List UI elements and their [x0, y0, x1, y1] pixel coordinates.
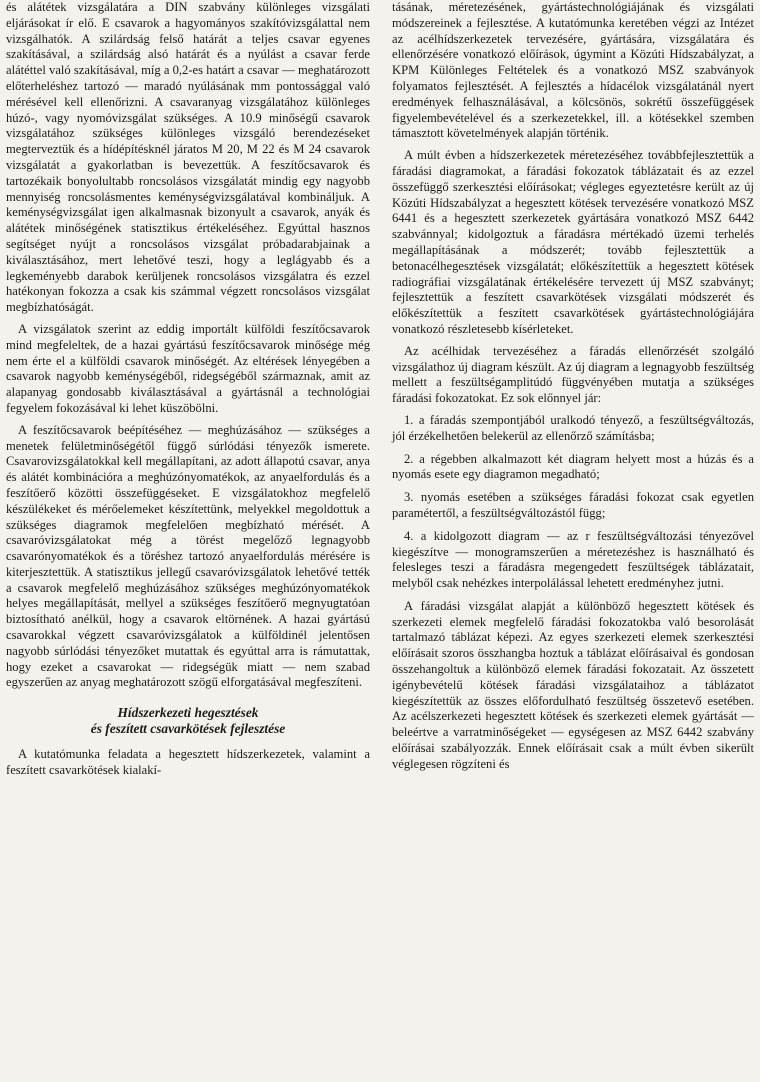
paragraph: A fáradási vizsgálat alapját a különböző hegesztett kötések és szerkezeti elemek megfelelő fáradási fokozatokba való besorolását tartalmazó táblázat képezi. Az egyes szerkezeti elemek szerkesztési előírásait szoros összhangba hoztuk a táblázat előírásaival és gondosan összehangoltuk a különböző elemek fáradási fokozatait. Az összetett igénybevételű kötések fáradási vizsgálataihoz a táblázatot kiegészítettük az összes előfordulható feszültség összetevő esetében. Az acélszerkezeti hegesztett kötések és szerkezeti elemek gyártását — beleértve a varratminőségeket — egységesen az MSZ 6442 szabvány előírásai szabályozzák. Ennek előírásait csak a múlt évben sikerült véglegesen rögzíteni és [392, 598, 754, 771]
section-heading-line: és feszített csavarkötések fejlesztése [90, 721, 286, 737]
paragraph: Az acélhidak tervezéséhez a fáradás ellenőrzését szolgáló vizsgálathoz új diagram készült. Az új diagram a legnagyobb feszültség mellett a feszültségamplitúdó függvényében mutatja a szükséges fáradási fokozatokat. Ez sok előnnyel jár: [392, 343, 754, 406]
paragraph: A kutatómunka feladata a hegesztett hídszerkezetek, valamint a feszített csavarkötések kialakí- [6, 747, 370, 778]
paragraph: tásának, méretezésének, gyártástechnológiájának és vizsgálati módszereinek a fejlesztése. A kutatómunka keretében végzi az Intézet az acélhídszerkezetek tervezésére, gyártására, vizsgálatára és ellenőrzésére vonatkozó előírások, úgymint a Közúti Hídszabályzat, a KPM Különleges Feltételek és a vonatkozó MSZ szabványok folyamatos fejlesztését. A fejlesztés a hídacélok vizsgálatánál nyert eredmények felhasználásával, a kölcsönös, sokrétű összefüggések figyelembevételével és a szerkezetekkel, ill. a kötésekkel szemben támasztott követelmények alapján történik. [392, 0, 754, 141]
list-item: 3. nyomás esetében a szükséges fáradási fokozat csak egyetlen paramétertől, a feszültségváltozástól függ; [392, 490, 754, 520]
list-item: 2. a régebben alkalmazott két diagram helyett most a húzás és a nyomás esete egy diagramon megadható; [392, 451, 754, 482]
right-column [392, 0, 754, 779]
paragraph: A feszítőcsavarok beépítéséhez — meghúzásához — szükséges a menetek felületminőségétől függő súrlódási tényezők ismerete. Csavarovizsgálatokkal kell megállapítani, az adott állapotú csavar, anya és alátét kombinációra a meghúzónyomatékok, az anyaelfordulás és a feszítőerő közötti összefüggéseket. E vizsgálatokhoz megfelelő készülékeket és mérőelemeket készítettünk, melyekkel megoldottuk a szükséges diagramok megfelelően megbízható mérését. A csavaróvizsgálatokat még a törést megelőző legnagyobb csavarónyomatékok és a töréshez tartozó anyaelfordulás mérésére is kiterjesztettük. A statisztikus jellegű csavaróvizsgálatok lehetővé tették a csavarok megfelelő meghúzásához szükséges meghúzónyomatékok helyes megállapítását, mellyel a szükséges feszítőerő megnyugtatóan biztosítható anélkül, hogy a csavarok eltörnének. A hazai gyártású csavarokkal végzett csavaróvizsgálatok a külföldinél jelentősen nagyobb súrlódási tényezőket mutattak és egyúttal arra is rámutattak, hogy ezeket a csavarokat — ridegségük miatt — nem szabad egyszerűen az anyag meghatározott szögű elforgatásával megfeszíteni. [6, 422, 370, 690]
paragraph: A vizsgálatok szerint az eddig importált külföldi feszítőcsavarok mind megfeleltek, de a hazai gyártású feszítőcsavarok minősége még nem érte el a külföldi csavarok minőségét. Az eltérések lényegében a csavarok nagyobb keménységéből, ridegségéből származnak, amit az alapanyag gondosabb kiválasztásával a gyártásnál a technológiai fegyelem fokozásával ki lehet küszöbölni. [6, 321, 370, 415]
list-item: 4. a kidolgozott diagram — az r feszültségváltozási tényezővel kiegészítve — monogramszerűen a méretezéshez is használható és felesleges teszi a fáradásra megengedett feszültségek táblázatait, melyből csak nehézkes interpolálással lehetett eredményhez jutni. [392, 528, 754, 591]
section-heading-line: Hídszerkezeti hegesztések [117, 705, 259, 721]
paragraph: és alátétek vizsgálatára a DIN szabvány különleges vizsgálati eljárásokat ír elő. E csavarok a hagyományos szakítóvizsgálattal nem vizsgálhatók. A szilárdság felső határát a teljes csavar egyenes szakításával, a szilárdság alsó határát és a nyúlást a csavar ferde alátéttel való szakításával, míg a 0,2-es határt a csavar — meghatározott előterheléshez tartozó — maradó nyúlásának mm pontossággal való mérésével kell ellenőrizni. A csavaranyag vizsgálatához különleges húzó-, vagy nyomóvizsgálat szükséges. A 10.9 minőségű csavarok vizsgálatához szükséges különleges vizsgáló berendezéseket megterveztük és a hídépítésknél járatos M 20, M 22 és M 24 csavarok vizsgálatát a gyakorlatban is bevezettük. A feszítőcsavarok és tartozékaik bonyolultabb roncsolásos vizsgálatát mindig egy nagyobb mennyiség roncsolásmentes keménységvizsgálatával kombináljuk. A keménységvizsgálat igen alkalmasnak bizonyult a csavarok, anyák és alátétek minőségének statisztikus értékeléséhez. Egyúttal hasznos segítséget nyújt a roncsolásos vizsgálat próbadarabjainak a kiválasztásához, mert lehetővé teszi, hogy a leglágyabb és a legkeményebb darabok kerüljenek roncsolásos vizsgálatra és ezzel hatékonyan fokozza a csak kis számmal végzett roncsolásos vizsgálat megbízhatóságát. [6, 0, 370, 315]
section-heading [6, 705, 370, 737]
list-item: 1. a fáradás szempontjából uralkodó tényező, a feszültségváltozás, jól érzékelhetően belekerül az ellenőrző számításba; [392, 412, 754, 443]
left-column [6, 0, 370, 785]
paragraph: A múlt évben a hídszerkezetek méretezéséhez továbbfejlesztettük a fáradási diagramokat, a fáradási fokozatok táblázatait és az ezzel összefüggő szerkesztési előírásokat; végleges egyeztetésre került az új Közúti Hídszabályzat a hegesztett kötések tervezésére vonatkozó MSZ 6441 és a hegesztett szerkezetek gyártására vonatkozó MSZ 6442 szabvánnyal; kidolgoztuk a fáradásra mértékadó üzemi terhelés megállapításának a módszerét; tovább fejlesztettük a betonacélhegesztések vizsgálatát; előkészítettük a hegesztett kötések radiográfiai vizsgálatának értékelésére tervezett új MSZ szabványt; fejlesztettük a feszített csavarkötések vizsgálati módszerét és előkészítettük a feszített csavarkötések gyártástechnológiájára vonatkozó részletesebb kísérleteket. [392, 148, 754, 336]
